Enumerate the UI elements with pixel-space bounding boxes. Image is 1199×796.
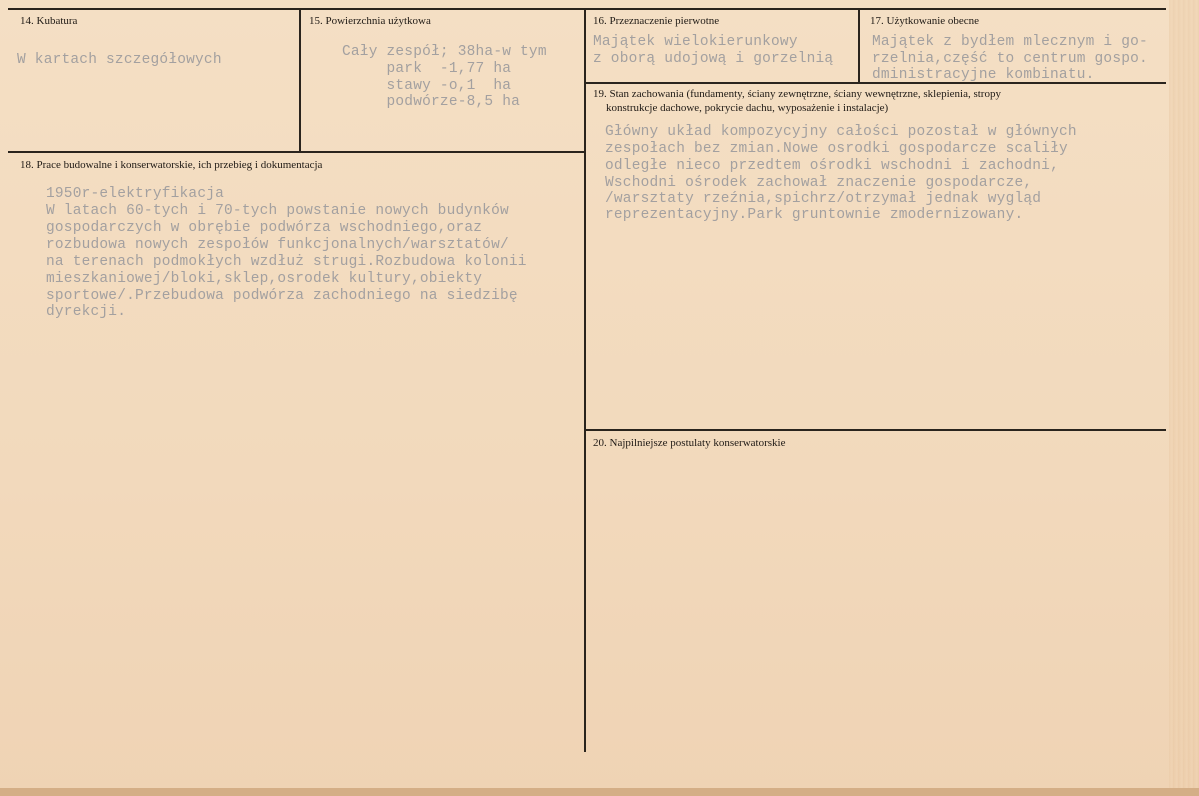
rule-under-14-15 <box>8 151 585 153</box>
field-18-line-3: gospodarczych w obrębie podwórza wschodniego,oraz <box>46 220 483 236</box>
field-18-line-5: na terenach podmokłych wzdłuż strugi.Rozbudowa kolonii <box>46 254 527 270</box>
field-19-line-1: Główny układ kompozycyjny całości pozostał w głównych <box>605 124 1077 140</box>
field-19-line-5: /warsztaty rzeźnia,spichrz/otrzymał jednak wygląd <box>605 191 1042 207</box>
field-19-label-line-2: konstrukcje dachowe, pokrycie dachu, wyposażenie i instalacje) <box>606 102 889 114</box>
field-15-line-1: Cały zespół; 38ha-w tym <box>342 44 547 60</box>
divider-left-right <box>584 8 586 752</box>
field-14-label: 14. Kubatura <box>20 15 78 27</box>
card-bottom-edge <box>0 788 1199 796</box>
field-17-line-3: dministracyjne kombinatu. <box>872 67 1095 81</box>
field-18-line-8: dyrekcji. <box>46 304 127 320</box>
field-15-line-4: podwórze-8,5 ha <box>342 94 521 110</box>
field-19-label-line-1: 19. Stan zachowania (fundamenty, ściany zewnętrzne, ściany wewnętrzne, sklepienia, stropy <box>593 88 1001 100</box>
divider-14-15 <box>299 8 301 152</box>
rule-under-19 <box>585 429 1166 431</box>
field-19-line-3: odległe nieco przedtem ośrodki wschodni i zachodni, <box>605 158 1059 174</box>
card-stack-edge <box>1169 0 1199 796</box>
field-18-line-6: mieszkaniowej/bloki,sklep,osrodek kultury,obiekty <box>46 271 483 287</box>
rule-under-16-17 <box>585 82 1166 84</box>
field-15-label: 15. Powierzchnia użytkowa <box>309 15 431 27</box>
field-15-line-3: stawy -o,1 ha <box>342 78 512 94</box>
field-18-line-7: sportowe/.Przebudowa podwórza zachodniego na siedzibę <box>46 288 518 304</box>
divider-16-17 <box>858 8 860 82</box>
field-18-line-4: rozbudowa nowych zespołów funkcjonalnych/warsztatów/ <box>46 237 509 253</box>
field-19-line-2: zespołach bez zmian.Nowe osrodki gospodarcze scaliły <box>605 141 1068 157</box>
field-16-line-1: Majątek wielokierunkowy <box>593 34 798 50</box>
field-15-line-2: park -1,77 ha <box>342 61 512 77</box>
field-18-line-1: 1950r-elektryfikacja <box>46 186 225 202</box>
field-17-line-2: rzelnia,część to centrum gospo. <box>872 51 1148 67</box>
field-19-line-4: Wschodni ośrodek zachował znaczenie gospodarcze, <box>605 175 1033 191</box>
field-20-label: 20. Najpilniejsze postulaty konserwatorskie <box>593 437 786 449</box>
field-17-line-1: Majątek z bydłem mlecznym i go- <box>872 34 1148 50</box>
top-rule <box>8 8 1166 10</box>
field-16-line-2: z oborą udojową i gorzelnią <box>593 51 834 67</box>
field-17-label: 17. Użytkowanie obecne <box>870 15 980 27</box>
field-18-label: 18. Prace budowalne i konserwatorskie, ich przebieg i dokumentacja <box>20 159 323 171</box>
field-18-line-2: W latach 60-tych i 70-tych powstanie nowych budynków <box>46 203 509 219</box>
field-16-label: 16. Przeznaczenie pierwotne <box>593 15 720 27</box>
field-14-text: W kartach szczegółowych <box>17 52 222 68</box>
field-19-line-6: reprezentacyjny.Park gruntownie zmodernizowany. <box>605 207 1024 223</box>
